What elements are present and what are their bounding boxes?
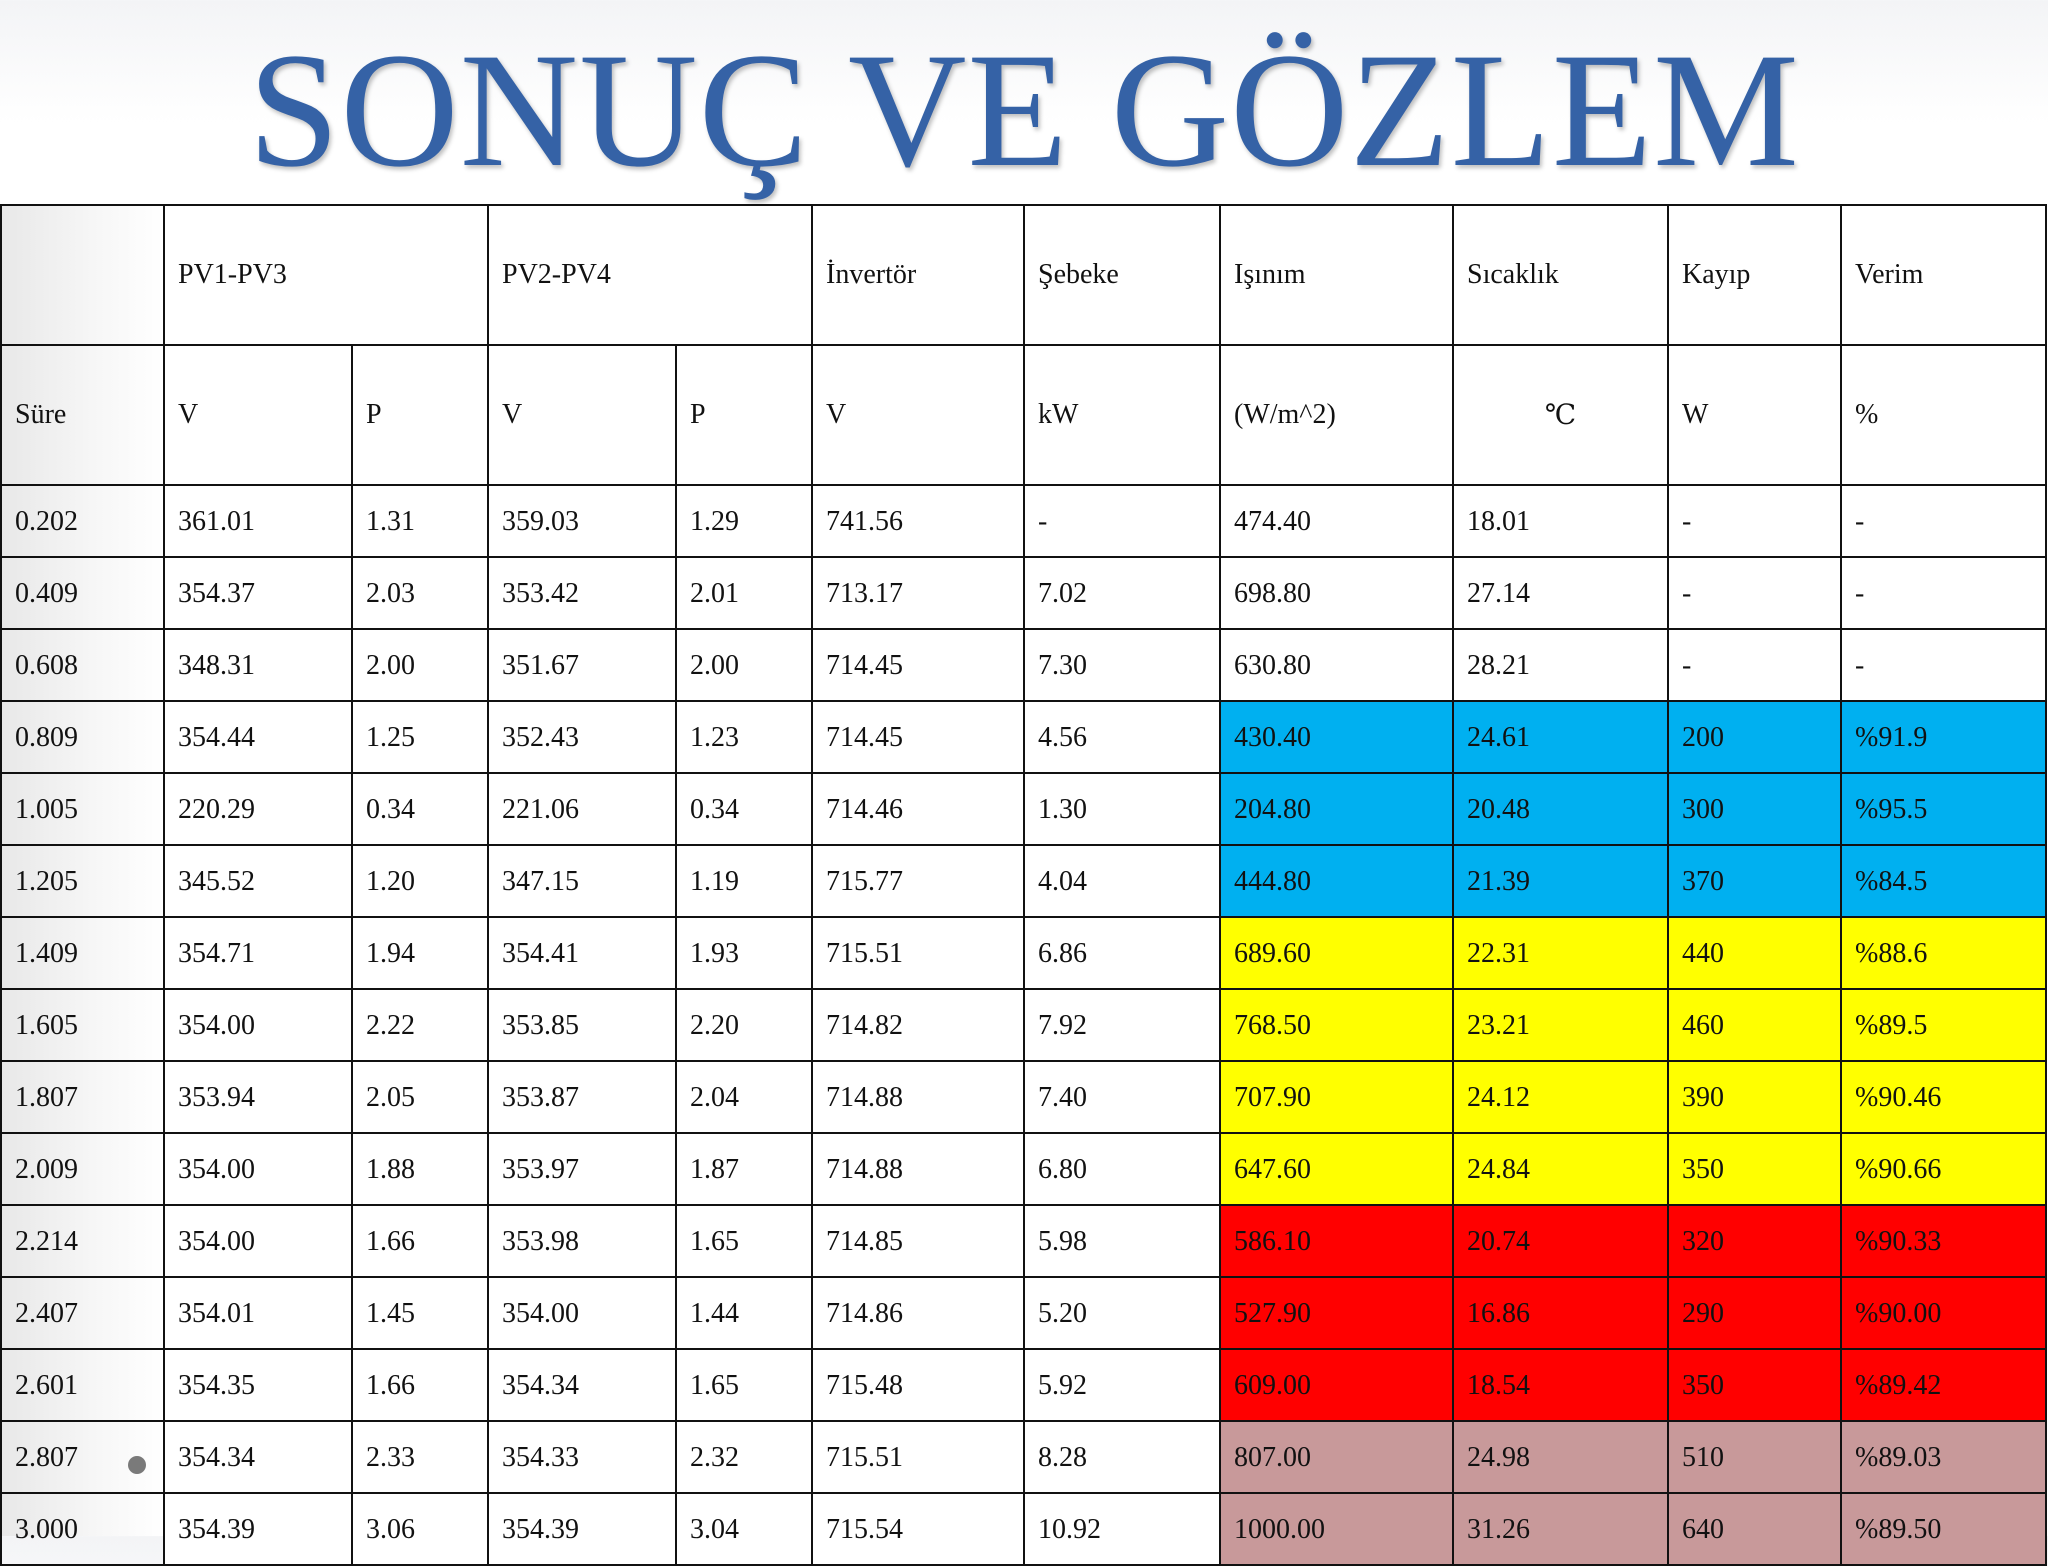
table-cell: 1.44 — [676, 1277, 812, 1349]
table-cell: 354.00 — [164, 1205, 352, 1277]
table-cell: 1.31 — [352, 485, 488, 557]
table-cell: - — [1841, 485, 2046, 557]
header-pv2-pv4: PV2-PV4 — [488, 205, 812, 345]
table-cell: 715.54 — [812, 1493, 1024, 1565]
table-cell: 2.00 — [352, 629, 488, 701]
table-cell: %89.5 — [1841, 989, 2046, 1061]
table-cell: 640 — [1668, 1493, 1841, 1565]
table-cell: 354.34 — [164, 1421, 352, 1493]
table-cell: 2.22 — [352, 989, 488, 1061]
table-cell: 354.41 — [488, 917, 676, 989]
table-cell: 8.28 — [1024, 1421, 1220, 1493]
table-row — [1, 485, 2046, 557]
table-cell: 2.05 — [352, 1061, 488, 1133]
table-cell: 1.88 — [352, 1133, 488, 1205]
table-cell: %84.5 — [1841, 845, 2046, 917]
table-cell: 221.06 — [488, 773, 676, 845]
table-cell: %95.5 — [1841, 773, 2046, 845]
table-cell: 768.50 — [1220, 989, 1453, 1061]
table-cell: 1.66 — [352, 1349, 488, 1421]
header-pv1-pv3: PV1-PV3 — [164, 205, 488, 345]
table-cell: 707.90 — [1220, 1061, 1453, 1133]
header-blank-cell — [1, 205, 164, 345]
table-cell: 353.94 — [164, 1061, 352, 1133]
table-cell: 300 — [1668, 773, 1841, 845]
slide-title: SONUÇ VE GÖZLEM — [248, 20, 1800, 201]
table-cell: 18.01 — [1453, 485, 1668, 557]
table-cell: 3.06 — [352, 1493, 488, 1565]
table-cell: 390 — [1668, 1061, 1841, 1133]
table-row — [1, 1205, 2046, 1277]
table-cell: - — [1841, 629, 2046, 701]
table-row — [1, 1421, 2046, 1493]
table-cell: 7.30 — [1024, 629, 1220, 701]
table-cell: 18.54 — [1453, 1349, 1668, 1421]
table-cell: 2.03 — [352, 557, 488, 629]
table-cell: 430.40 — [1220, 701, 1453, 773]
table-cell: 2.32 — [676, 1421, 812, 1493]
table-cell: 320 — [1668, 1205, 1841, 1277]
table-cell: 1.45 — [352, 1277, 488, 1349]
header-pv24-p: P — [676, 345, 812, 485]
table-row — [1, 989, 2046, 1061]
table-row — [1, 917, 2046, 989]
table-cell: 220.29 — [164, 773, 352, 845]
table-cell: 1.605 — [1, 989, 164, 1061]
table-cell: 2.33 — [352, 1421, 488, 1493]
table-cell: 2.04 — [676, 1061, 812, 1133]
table-cell: %90.33 — [1841, 1205, 2046, 1277]
table-cell: 353.42 — [488, 557, 676, 629]
table-cell: 2.407 — [1, 1277, 164, 1349]
table-row — [1, 845, 2046, 917]
table-cell: 440 — [1668, 917, 1841, 989]
table-cell: %91.9 — [1841, 701, 2046, 773]
table-cell: - — [1841, 557, 2046, 629]
table-cell: 689.60 — [1220, 917, 1453, 989]
table-cell: 715.51 — [812, 1421, 1024, 1493]
table-cell: 1.30 — [1024, 773, 1220, 845]
header-pv13-p: P — [352, 345, 488, 485]
header-sure: Süre — [1, 345, 164, 485]
table-cell: %89.03 — [1841, 1421, 2046, 1493]
table-cell: 527.90 — [1220, 1277, 1453, 1349]
table-cell: 0.34 — [352, 773, 488, 845]
table-cell: 714.46 — [812, 773, 1024, 845]
header-verim: Verim — [1841, 205, 2046, 345]
table-cell: 1.205 — [1, 845, 164, 917]
table-cell: 24.84 — [1453, 1133, 1668, 1205]
table-row — [1, 629, 2046, 701]
header-sicaklik: Sıcaklık — [1453, 205, 1668, 345]
table-cell: 28.21 — [1453, 629, 1668, 701]
header-sicaklik-unit: ℃ — [1453, 345, 1668, 485]
table-cell: 1.19 — [676, 845, 812, 917]
table-cell: 6.80 — [1024, 1133, 1220, 1205]
table-cell: 714.86 — [812, 1277, 1024, 1349]
table-cell: 2.214 — [1, 1205, 164, 1277]
table-cell: 5.92 — [1024, 1349, 1220, 1421]
table-cell: 1.20 — [352, 845, 488, 917]
table-cell: %90.00 — [1841, 1277, 2046, 1349]
table-cell: 27.14 — [1453, 557, 1668, 629]
table-row — [1, 1133, 2046, 1205]
table-cell: 0.809 — [1, 701, 164, 773]
table-cell: 361.01 — [164, 485, 352, 557]
table-row — [1, 1349, 2046, 1421]
table-cell: - — [1668, 557, 1841, 629]
table-cell: 714.88 — [812, 1133, 1024, 1205]
table-cell: 353.98 — [488, 1205, 676, 1277]
table-cell: 630.80 — [1220, 629, 1453, 701]
pointer-dot — [128, 1456, 146, 1474]
table-cell: 714.85 — [812, 1205, 1024, 1277]
table-cell: 20.48 — [1453, 773, 1668, 845]
header-isinim-unit: (W/m^2) — [1220, 345, 1453, 485]
table-cell: 2.601 — [1, 1349, 164, 1421]
table-cell: 0.34 — [676, 773, 812, 845]
table-cell: 0.409 — [1, 557, 164, 629]
table-cell: 350 — [1668, 1133, 1841, 1205]
table-cell: %89.50 — [1841, 1493, 2046, 1565]
table-cell: 1.87 — [676, 1133, 812, 1205]
table-cell: 1.94 — [352, 917, 488, 989]
header-row-groups — [1, 205, 2046, 345]
table-cell: 24.12 — [1453, 1061, 1668, 1133]
table-row — [1, 1277, 2046, 1349]
table-cell: 204.80 — [1220, 773, 1453, 845]
table-cell: 4.04 — [1024, 845, 1220, 917]
table-cell: 7.92 — [1024, 989, 1220, 1061]
table-cell: 345.52 — [164, 845, 352, 917]
table-row — [1, 557, 2046, 629]
table-cell: 1.65 — [676, 1349, 812, 1421]
table-cell: 354.35 — [164, 1349, 352, 1421]
table-cell: - — [1668, 485, 1841, 557]
table-cell: 354.39 — [164, 1493, 352, 1565]
table-cell: 24.61 — [1453, 701, 1668, 773]
header-kayip-unit: W — [1668, 345, 1841, 485]
table-cell: 2.00 — [676, 629, 812, 701]
table-cell: %88.6 — [1841, 917, 2046, 989]
table-cell: 354.00 — [164, 1133, 352, 1205]
table-cell: 714.88 — [812, 1061, 1024, 1133]
table-cell: 5.20 — [1024, 1277, 1220, 1349]
table-cell: 354.44 — [164, 701, 352, 773]
table-cell: 0.608 — [1, 629, 164, 701]
table-cell: - — [1668, 629, 1841, 701]
header-verim-unit: % — [1841, 345, 2046, 485]
header-invertor-v: V — [812, 345, 1024, 485]
table-cell: 354.33 — [488, 1421, 676, 1493]
table-cell: 586.10 — [1220, 1205, 1453, 1277]
table-cell: 2.20 — [676, 989, 812, 1061]
table-cell: 200 — [1668, 701, 1841, 773]
header-pv13-v: V — [164, 345, 352, 485]
table-cell: 348.31 — [164, 629, 352, 701]
table-cell: 353.87 — [488, 1061, 676, 1133]
table-cell: 352.43 — [488, 701, 676, 773]
table-cell: 354.71 — [164, 917, 352, 989]
table-cell: 7.40 — [1024, 1061, 1220, 1133]
table-cell: 807.00 — [1220, 1421, 1453, 1493]
table-cell: 290 — [1668, 1277, 1841, 1349]
header-sebeke: Şebeke — [1024, 205, 1220, 345]
table-cell: 351.67 — [488, 629, 676, 701]
table-cell: 20.74 — [1453, 1205, 1668, 1277]
table-cell: 714.82 — [812, 989, 1024, 1061]
table-cell: 1.93 — [676, 917, 812, 989]
table-cell: 713.17 — [812, 557, 1024, 629]
header-isinim: Işınım — [1220, 205, 1453, 345]
table-cell: - — [1024, 485, 1220, 557]
table-cell: 24.98 — [1453, 1421, 1668, 1493]
table-cell: 1.23 — [676, 701, 812, 773]
table-cell: 1.409 — [1, 917, 164, 989]
table-cell: 354.00 — [164, 989, 352, 1061]
table-cell: 3.000 — [1, 1493, 164, 1565]
header-invertor: İnvertör — [812, 205, 1024, 345]
table-cell: 22.31 — [1453, 917, 1668, 989]
table-cell: 354.01 — [164, 1277, 352, 1349]
table-cell: 354.00 — [488, 1277, 676, 1349]
table-row — [1, 773, 2046, 845]
table-cell: 741.56 — [812, 485, 1024, 557]
table-cell: 698.80 — [1220, 557, 1453, 629]
table-cell: 359.03 — [488, 485, 676, 557]
table-cell: 2.01 — [676, 557, 812, 629]
table-cell: 444.80 — [1220, 845, 1453, 917]
table-cell: 1.005 — [1, 773, 164, 845]
table-row — [1, 1493, 2046, 1565]
header-kayip: Kayıp — [1668, 205, 1841, 345]
table-cell: 474.40 — [1220, 485, 1453, 557]
table-row — [1, 1061, 2046, 1133]
table-cell: 715.48 — [812, 1349, 1024, 1421]
table-cell: 354.37 — [164, 557, 352, 629]
table-cell: 347.15 — [488, 845, 676, 917]
table-cell: 353.85 — [488, 989, 676, 1061]
table-cell: 1000.00 — [1220, 1493, 1453, 1565]
table-cell: 31.26 — [1453, 1493, 1668, 1565]
table-cell: 1.65 — [676, 1205, 812, 1277]
results-table — [0, 204, 2047, 1566]
table-cell: 2.807 — [1, 1421, 164, 1493]
table-cell: 350 — [1668, 1349, 1841, 1421]
table-cell: 21.39 — [1453, 845, 1668, 917]
table-cell: 7.02 — [1024, 557, 1220, 629]
table-cell: 0.202 — [1, 485, 164, 557]
table-cell: 354.39 — [488, 1493, 676, 1565]
table-cell: 715.51 — [812, 917, 1024, 989]
header-pv24-v: V — [488, 345, 676, 485]
table-cell: 5.98 — [1024, 1205, 1220, 1277]
table-cell: 647.60 — [1220, 1133, 1453, 1205]
table-cell: 3.04 — [676, 1493, 812, 1565]
table-cell: %90.46 — [1841, 1061, 2046, 1133]
table-cell: 714.45 — [812, 701, 1024, 773]
header-sebeke-kw: kW — [1024, 345, 1220, 485]
table-cell: 715.77 — [812, 845, 1024, 917]
table-cell: 1.66 — [352, 1205, 488, 1277]
table-cell: 1.25 — [352, 701, 488, 773]
header-row-units — [1, 345, 2046, 485]
table-cell: %90.66 — [1841, 1133, 2046, 1205]
table-cell: 16.86 — [1453, 1277, 1668, 1349]
table-cell: 1.807 — [1, 1061, 164, 1133]
table-cell: 23.21 — [1453, 989, 1668, 1061]
table-row — [1, 701, 2046, 773]
table-cell: 1.29 — [676, 485, 812, 557]
table-cell: 10.92 — [1024, 1493, 1220, 1565]
table-cell: 714.45 — [812, 629, 1024, 701]
table-cell: 4.56 — [1024, 701, 1220, 773]
table-cell: 353.97 — [488, 1133, 676, 1205]
table-cell: 609.00 — [1220, 1349, 1453, 1421]
table-cell: 370 — [1668, 845, 1841, 917]
table-cell: 510 — [1668, 1421, 1841, 1493]
table-cell: %89.42 — [1841, 1349, 2046, 1421]
table-cell: 6.86 — [1024, 917, 1220, 989]
table-cell: 354.34 — [488, 1349, 676, 1421]
table-cell: 2.009 — [1, 1133, 164, 1205]
table-cell: 460 — [1668, 989, 1841, 1061]
